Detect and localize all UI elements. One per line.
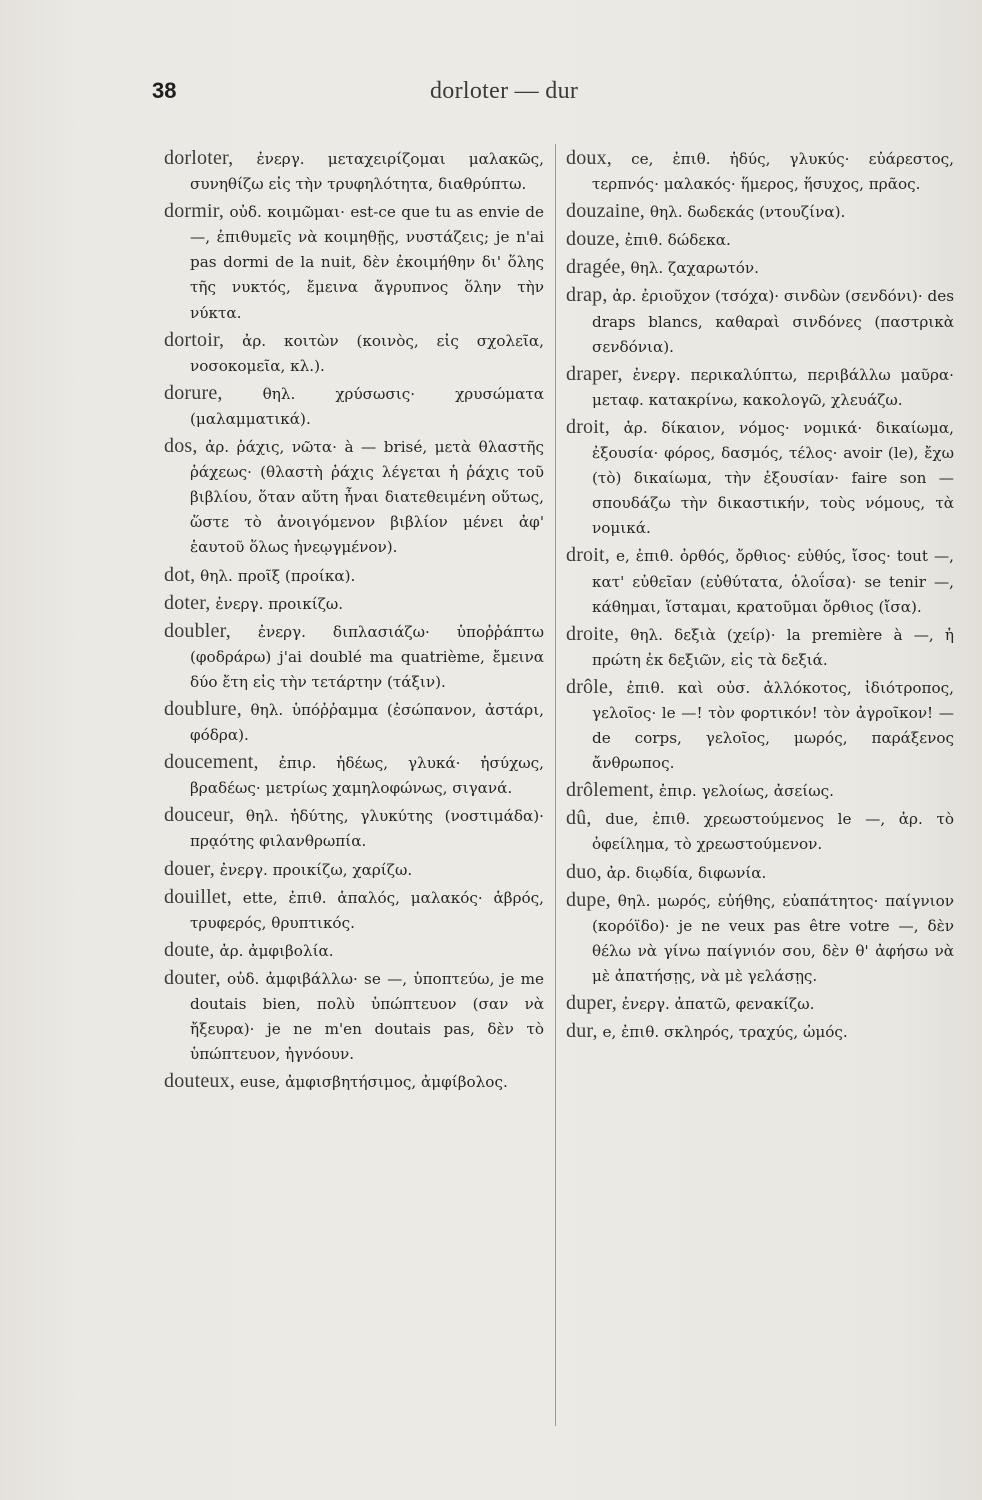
entry-definition: θηλ. χρύσωσις· χρυσώματα (μαλαμματικά).	[190, 384, 544, 428]
entry-headword: draper,	[566, 362, 623, 385]
entry-headword: droite,	[566, 622, 620, 645]
entry-headword: dragée,	[566, 256, 626, 279]
page-number: 38	[152, 78, 177, 103]
entry-headword: douceur,	[164, 804, 235, 827]
dictionary-entry	[566, 622, 954, 673]
dictionary-entry	[566, 675, 954, 776]
dictionary-entry	[566, 860, 954, 886]
entry-definition: euse, ἀμφισβητήσιμος, ἀμφίβολος.	[235, 1073, 508, 1092]
entry-headword: doubler,	[164, 619, 231, 642]
dictionary-entry	[164, 750, 544, 801]
entry-headword: duper,	[566, 992, 617, 1014]
entry-definition: ἀρ. διῳδία, διφωνία.	[601, 863, 767, 882]
dictionary-entry	[566, 255, 954, 281]
entry-headword: douer,	[164, 857, 215, 880]
entry-definition: e, ἐπιθ. ὀρθός, ὄρθιος· εὐθύς, ἴσος· tout —, κατ' εὐθεῖαν (εὐθύτατα, ὁλοΐσα)· se tenir —, κάθημαι, ἵσταμαι, κρατοῦμαι ὄρθιος (ἴσα).	[592, 547, 954, 616]
entry-definition: ἐπιρ. γελοίως, ἀσείως.	[654, 782, 834, 801]
dictionary-entry	[566, 778, 954, 804]
entry-definition: θηλ. δωδεκάς (ντουζίνα).	[645, 203, 846, 222]
entry-headword: doter,	[164, 591, 211, 614]
entry-definition: θηλ. ὑπόῤῥαμμα (ἐσώπανον, ἀστάρι, φόδρα).	[190, 700, 544, 745]
entry-definition: ἀρ. ἀμφιβολία.	[214, 941, 334, 960]
entry-headword: doute,	[164, 938, 215, 961]
entry-headword: dortoir,	[164, 328, 225, 351]
entry-headword: douzaine,	[566, 200, 645, 223]
entry-definition: ce, ἐπιθ. ἡδύς, γλυκύς· εὐάρεστος, τερπνός· μαλακός· ἥμερος, ἥσυχος, πρᾶος.	[592, 150, 954, 194]
entry-definition: due, ἐπιθ. χρεωστούμενος le —, ἀρ. τὸ ὀφείλημα, τὸ χρεωστούμενον.	[591, 810, 954, 854]
entry-headword: duo,	[566, 860, 602, 883]
dictionary-entry	[164, 1069, 544, 1095]
entry-headword: doublure,	[164, 697, 242, 720]
entry-headword: douze,	[566, 228, 620, 251]
entry-headword: droit,	[566, 544, 610, 567]
entry-definition: ἐνεργ. διπλασιάζω· ὑποῤῥάπτω (φοδράρω) j'ai doublé ma quatrième, ἔμεινα δύο ἔτη εἰς τὴν τετάρτην (τάξιν).	[190, 622, 544, 691]
entry-headword: dupe,	[566, 888, 611, 911]
dictionary-entry	[566, 362, 954, 413]
dictionary-entry	[164, 803, 544, 854]
entry-headword: douter,	[164, 966, 221, 989]
entry-headword: douillet,	[164, 885, 232, 908]
dictionary-entry	[566, 806, 954, 857]
entry-headword: doucement,	[164, 751, 259, 774]
dictionary-entry	[164, 591, 544, 617]
entry-headword: drôle,	[566, 675, 614, 698]
right-column	[566, 146, 954, 1047]
dictionary-entry	[164, 857, 544, 883]
dictionary-entry	[164, 619, 544, 695]
entry-definition: ἀρ. ῥάχις, νῶτα· à — brisé, μετὰ θλαστῆς ῥάχεως· (θλαστὴ ῥάχις λέγεται ἡ ῥάχις τοῦ βιβλίου, ὅταν αὕτη ἦναι διατεθειμένη οὕτως, ὥστε τὸ ἀνοιγόμενον βιβλίον μένει ἀφ' ἑαυτοῦ ὅλως ἠνεῳγμένον).	[190, 438, 544, 557]
dictionary-entry	[566, 199, 954, 225]
dictionary-entry	[566, 146, 954, 197]
dictionary-entry	[566, 888, 954, 989]
entry-definition: θηλ. ζαχαρωτόν.	[625, 259, 759, 278]
dictionary-entry	[164, 938, 544, 964]
left-column	[164, 146, 544, 1097]
dictionary-entry	[164, 885, 544, 936]
entry-definition: ἀρ. δίκαιον, νόμος· νομικά· δικαίωμα, ἐξουσία· φόρος, δασμός, τέλος· avoir (le), ἔχω (τὸ) δικαίωμα, τὴν ἐξουσίαν· faire son — σπουδάζω τὴν δικαστικήν, τοὺς νόμους, τὰ νομικά.	[592, 418, 954, 538]
dictionary-entry	[164, 966, 544, 1067]
entry-headword: douteux,	[164, 1070, 236, 1093]
dictionary-entry	[566, 227, 954, 253]
entry-headword: drap,	[566, 284, 608, 307]
entry-definition: ἀρ. ἐριοῦχον (τσόχα)· σινδὼν (σενδόνι)· des draps blancs, καθαραὶ σινδόνες (παστρικὰ σενδόνια).	[592, 287, 955, 356]
entry-definition: ἐνεργ. προικίζω.	[210, 594, 344, 613]
dictionary-entry	[566, 415, 954, 541]
entry-headword: dorloter,	[164, 147, 234, 169]
dictionary-entry	[164, 328, 544, 379]
dictionary-entry	[164, 563, 544, 589]
entry-headword: dos,	[164, 435, 198, 458]
entry-definition: θηλ. μωρός, εὐήθης, εὐαπάτητος· παίγνιον (κορόϊδο)· je ne veux pas être votre —, δὲν θέλω νὰ γίνω παίγνιόν σου, δὲν θ' ἀφήσω νὰ μὲ ἀπατήσῃς, νὰ μὲ γελάσῃς.	[592, 891, 954, 985]
dictionary-entry	[566, 543, 954, 619]
entry-headword: dû,	[566, 807, 592, 830]
dictionary-entry	[164, 697, 544, 748]
dictionary-entry	[164, 199, 544, 325]
entry-definition: ἐνεργ. προικίζω, χαρίζω.	[214, 860, 413, 879]
entry-definition: ἐνεργ. μεταχειρίζομαι μαλακῶς, συνηθίζω εἰς τὴν τρυφηλότητα, διαθρύπτω.	[190, 150, 544, 194]
entry-definition: θηλ. δεξιὰ (χείρ)· la première à —, ἡ πρώτη ἐκ δεξιῶν, εἰς τὰ δεξιά.	[592, 625, 954, 669]
running-head	[0, 78, 982, 112]
entry-definition: ἐνεργ. ἀπατῶ, φενακίζω.	[616, 995, 815, 1013]
entry-headword: dorure,	[164, 381, 223, 404]
entry-headword: dot,	[164, 563, 196, 586]
dictionary-entry	[566, 991, 954, 1017]
entry-definition: ἐπιρ. ἡδέως, γλυκά· ἡσύχως, βραδέως· μετρίως χαμηλοφώνως, σιγανά.	[190, 754, 544, 798]
entry-definition: ette, ἐπιθ. ἁπαλός, μαλακός· ἁβρός, τρυφερός, θρυπτικός.	[190, 888, 544, 932]
entry-definition: θηλ. προῖξ (προίκα).	[195, 566, 356, 585]
header-title: dorloter — dur	[430, 78, 579, 104]
entry-definition: ἐπιθ. δώδεκα.	[619, 231, 731, 250]
entry-definition: θηλ. ἡδύτης, γλυκύτης (νοστιμάδα)· πρᾳότης φιλανθρωπία.	[190, 807, 544, 851]
entry-definition: οὐδ. κοιμῶμαι· est-ce que tu as envie de —, ἐπιθυμεῖς νὰ κοιμηθῇς, νυστάζεις; je n'ai pas dormi de la nuit, δὲν ἐκοιμήθην δι' ὅλης τῆς νυκτός, ἔμεινα ἄγρυπνος ὅλην τὴν νύκτα.	[190, 203, 544, 322]
entry-definition: ἐνεργ. περικαλύπτω, περιβάλλω μαῦρα· μεταφ. κατακρίνω, κακολογῶ, χλευάζω.	[592, 365, 954, 409]
entry-headword: drôlement,	[566, 779, 655, 802]
entry-headword: droit,	[566, 415, 610, 438]
dictionary-entry	[164, 146, 544, 197]
entry-definition: e, ἐπιθ. σκληρός, τραχύς, ὠμός.	[597, 1023, 848, 1042]
entry-definition: οὐδ. ἀμφιβάλλω· se —, ὑποπτεύω, je me doutais bien, πολὺ ὑπώπτευον (σαν νὰ ἤξευρα)· je ne m'en doutais pas, δὲν τὸ ὑπώπτευον, ἠγνόουν.	[190, 969, 544, 1064]
entry-headword: dur,	[566, 1020, 598, 1043]
dictionary-entry	[164, 434, 544, 560]
dictionary-entry	[164, 381, 544, 432]
entry-definition: ἐπιθ. καὶ οὐσ. ἀλλόκοτος, ἰδιότροπος, γελοῖος· le —! τὸν φορτικόν! τὸν ἀγροῖκον! — de corps, γελοῖος, μωρός, παράξενος ἄνθρωπος.	[592, 678, 954, 773]
dictionary-entry	[566, 1019, 954, 1045]
entry-definition: ἀρ. κοιτὼν (κοινὸς, εἰς σχολεῖα, νοσοκομεῖα, κλ.).	[190, 331, 544, 375]
entry-headword: doux,	[566, 147, 612, 169]
column-divider	[555, 144, 556, 1426]
entry-headword: dormir,	[164, 200, 225, 223]
dictionary-entry	[566, 283, 954, 359]
